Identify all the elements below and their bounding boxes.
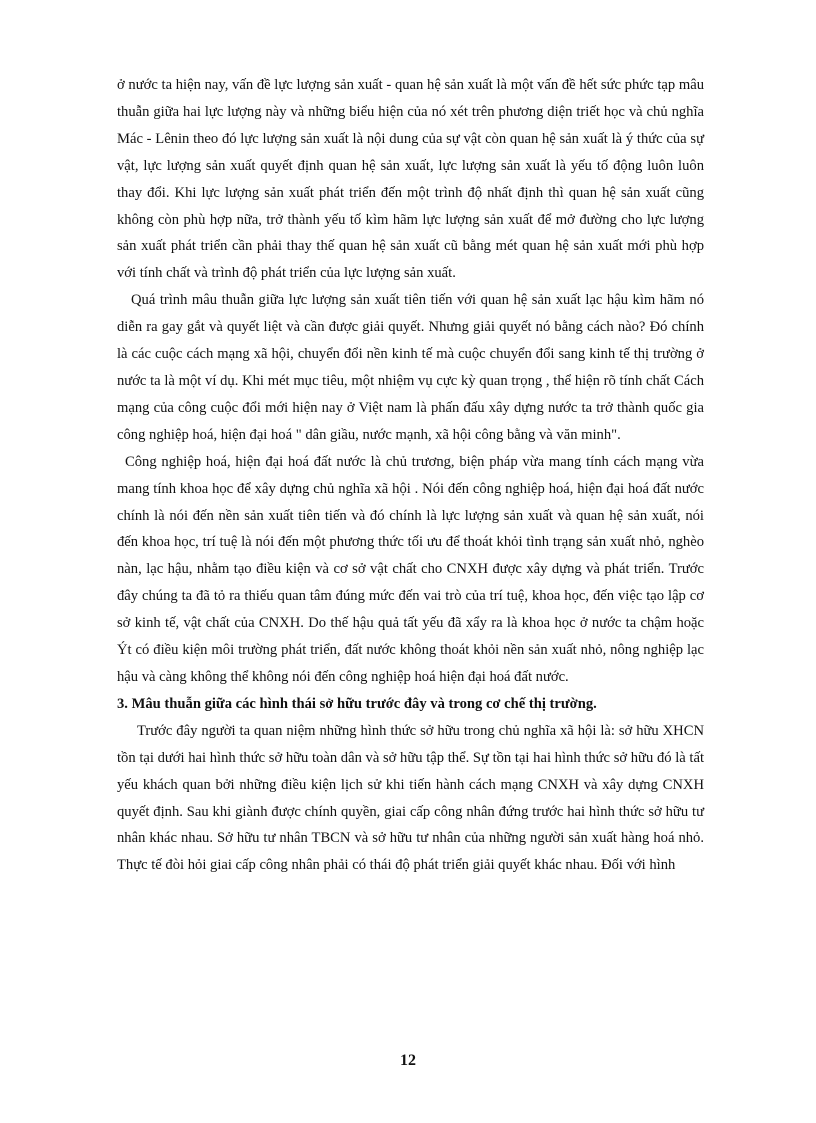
body-text xyxy=(117,72,704,879)
paragraph: ở nước ta hiện nay, vấn đề lực lượng sản xuất - quan hệ sản xuất là một vấn đề hết sức phức tạp mâu thuẫn giữa hai lực lượng này và những biểu hiện của nó xét trên phương diện triết học và chủ nghĩa Mác - Lênin theo đó lực lượng sản xuất là nội dung của sự vật còn quan hệ sản xuất là ý thức của sự vật, lực lượng sản xuất quyết định quan hệ sản xuất, lực lượng sản xuất là yếu tố động luôn luôn thay đổi. Khi lực lượng sản xuất phát triển đến một trình độ nhất định thì quan hệ sản xuất cũng không còn phù hợp nữa, trở thành yếu tố kìm hãm lực lượng sản xuất để mở đường cho lực lượng sản xuất phát triển cần phải thay thế quan hệ sản xuất cũ bằng mét quan hệ sản xuất mới phù hợp với tính chất và trình độ phát triển của lực lượng sản xuất. xyxy=(117,77,704,282)
paragraph: Quá trình mâu thuẫn giữa lực lượng sản xuất tiên tiến với quan hệ sản xuất lạc hậu kìm hãm nó diễn ra gay gắt và quyết liệt và cần được giải quyết. Nhưng giải quyết nó bằng cách nào? Đó chính là các cuộc cách mạng xã hội, chuyển đổi nền kinh tế mà cuộc chuyển đổi sang kinh tế thị trường ở nước ta là một ví dụ. Khi mét mục tiêu, một nhiệm vụ cực kỳ quan trọng , thể hiện rõ tính chất Cách mạng của công cuộc đổi mới hiện nay ở Việt nam là phấn đấu xây dựng nước ta trở thành quốc gia công nghiệp hoá, hiện đại hoá " dân giầu, nước mạnh, xã hội công bằng và văn minh". xyxy=(117,292,704,443)
page-number: 12 xyxy=(400,1052,416,1069)
section-heading: 3. Mâu thuẫn giữa các hình thái sở hữu trước đây và trong cơ chế thị trường. xyxy=(117,695,597,712)
paragraph: Công nghiệp hoá, hiện đại hoá đất nước là chủ trương, biện pháp vừa mang tính cách mạng vừa mang tính khoa học để xây dựng chủ nghĩa xã hội . Nói đến công nghiệp hoá, hiện đại hoá đất nước chính là nói đến nền sản xuất tiên tiến và đó chính là lực lượng sản xuất và quan hệ sản xuất, nói đến khoa học, trí tuệ là nói đến một phương thức tối ưu để thoát khỏi tình trạng sản xuất nhỏ, nghèo nàn, lạc hậu, nhằm tạo điều kiện và cơ sở vật chất cho CNXH được xây dựng và phát triển. Trước đây chúng ta đã tỏ ra thiếu quan tâm đúng mức đến vai trò của trí tuệ, khoa học, đến việc tạo lập cơ sở kinh tế, vật chất của CNXH. Do thế hậu quả tất yếu đã xẩy ra là khoa học ở nước ta chậm hoặc Ýt có điều kiện môi trường phát triển, đất nước không thoát khỏi nền sản xuất nhỏ, nông nghiệp lạc hậu và càng không thể không nói đến công nghiệp hoá hiện đại hoá đất nước. xyxy=(117,453,704,685)
paragraph: Trước đây người ta quan niệm những hình thức sở hữu trong chủ nghĩa xã hội là: sở hữu XHCN tồn tại dưới hai hình thức sở hữu toàn dân và sở hữu tập thể. Sự tồn tại hai hình thức sở hữu đó là tất yếu khách quan bởi những điều kiện lịch sử khi tiến hành cách mạng CNXH và xây dựng CNXH quyết định. Sau khi giành được chính quyền, giai cấp công nhân đứng trước hai hình thức sở hữu tư nhân khác nhau. Sở hữu tư nhân TBCN và sở hữu tư nhân của những người sản xuất hàng hoá nhỏ. Thực tế đòi hỏi giai cấp công nhân phải có thái độ phát triển giải quyết khác nhau. Đối với hình xyxy=(117,722,704,874)
